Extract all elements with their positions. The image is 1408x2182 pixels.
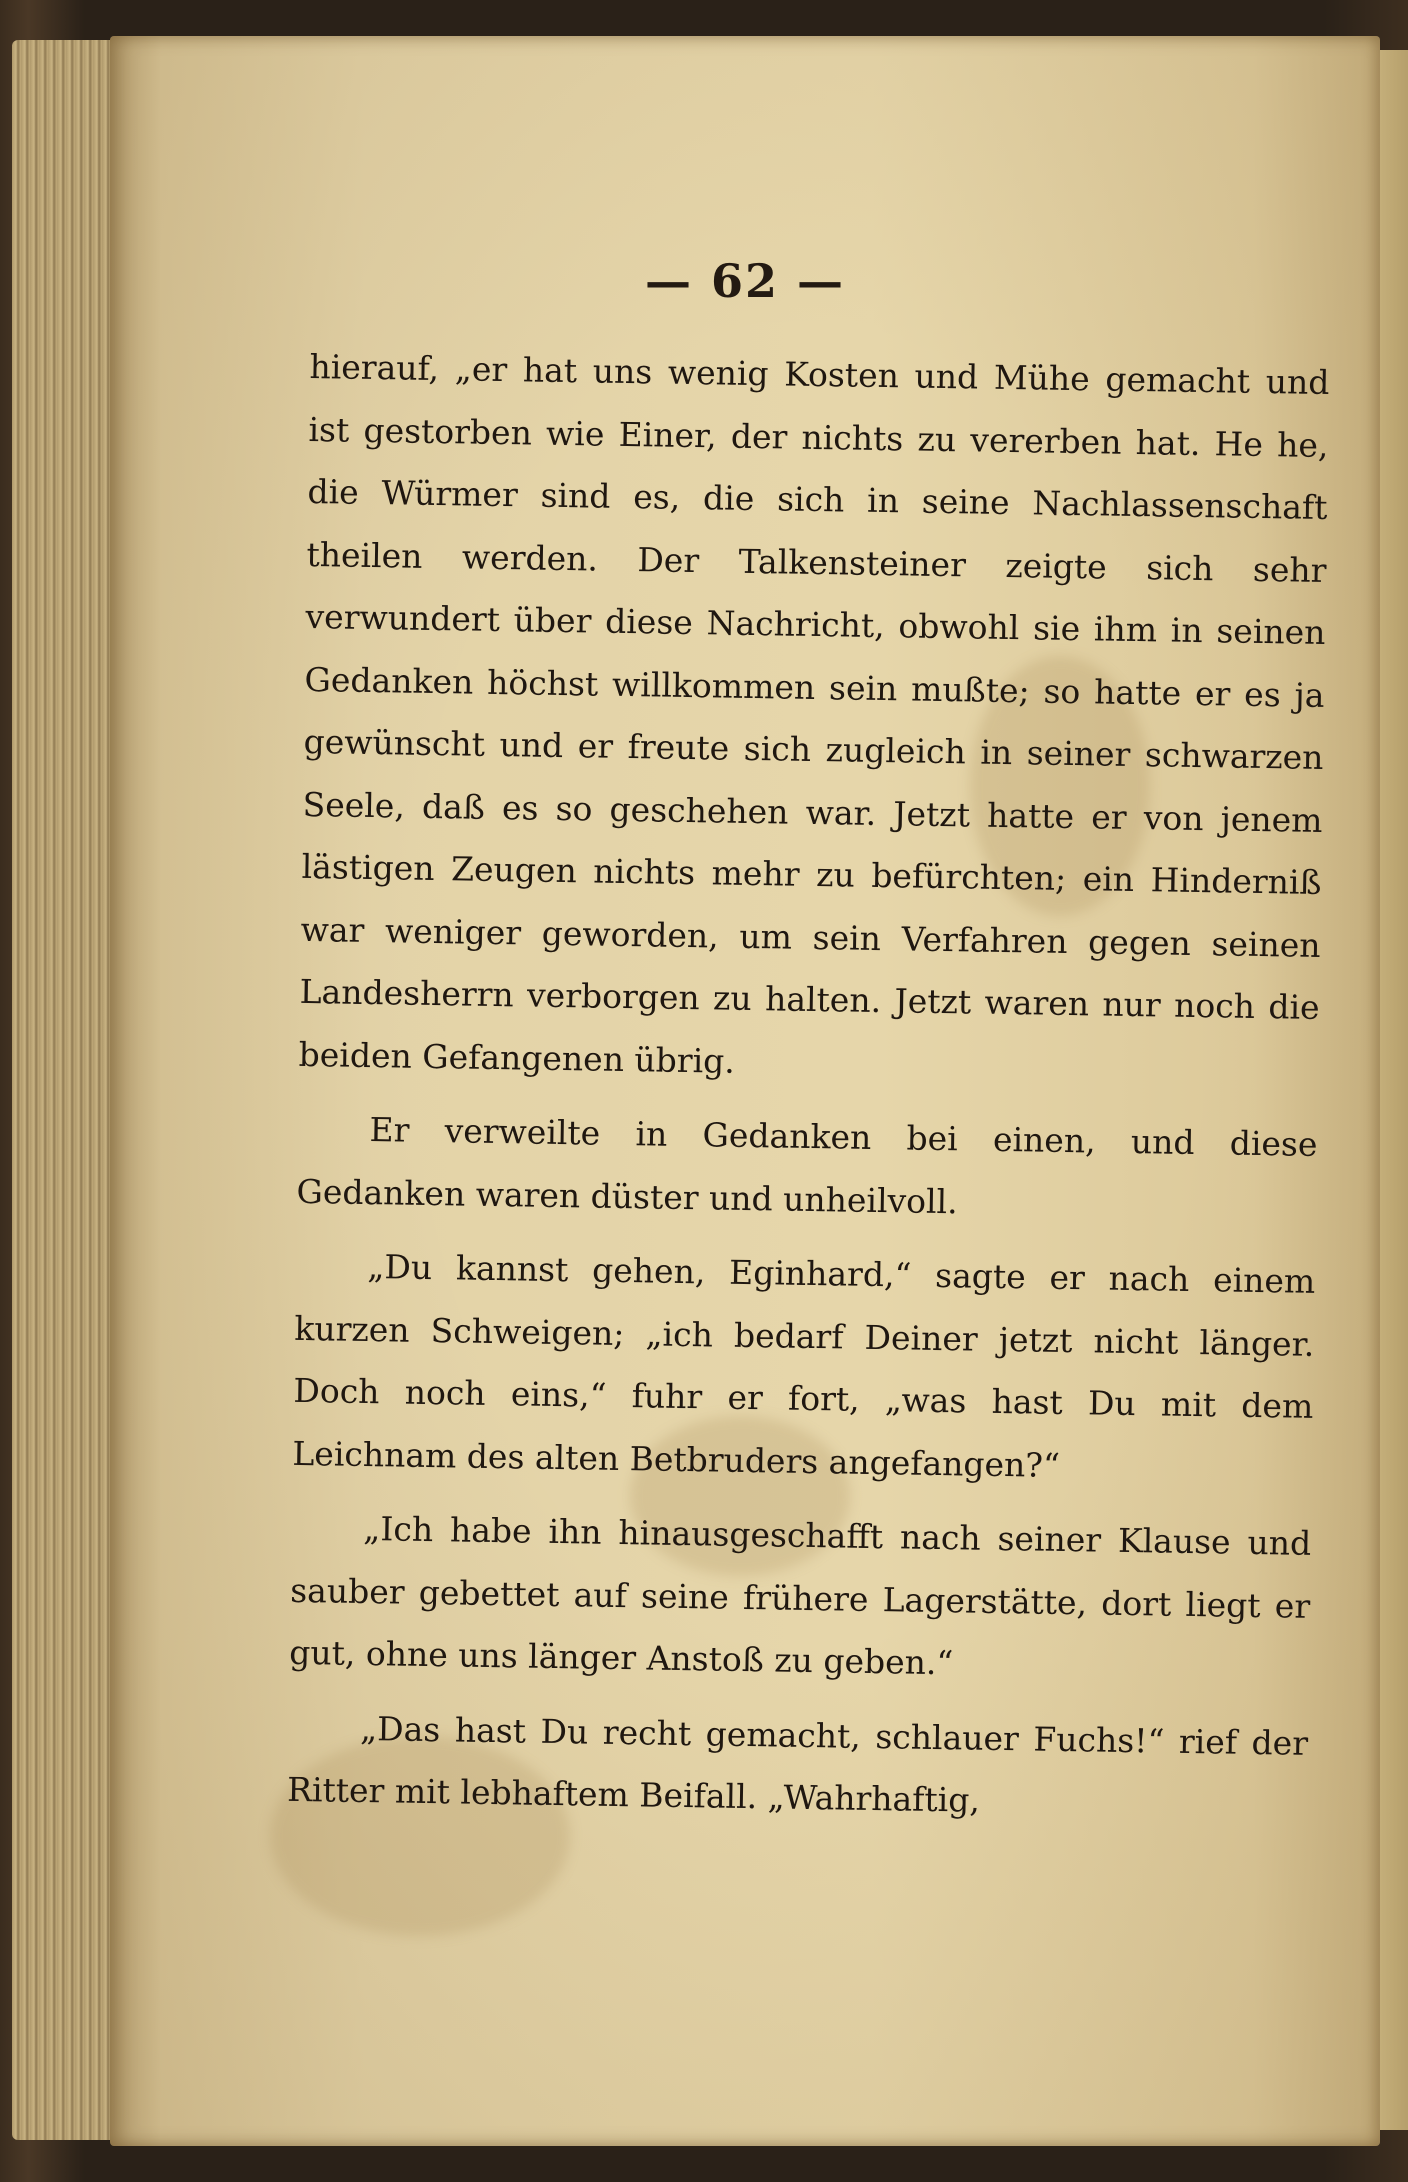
paragraph: Er verweilte in Gedanken bei einen, und diese Gedanken waren düster und unheilvoll. <box>296 1110 1318 1221</box>
paragraph: „Du kannst gehen, Eginhard,“ sagte er nach einem kurzen Schweigen; „ich bedarf Deiner jetzt nicht länger. Doch noch eins,“ fuhr er fort, „was hast Du mit dem Leichnam des alten Betbruders angefangen?“ <box>292 1247 1316 1485</box>
paragraph: „Das hast Du recht gemacht, schlauer Fuchs!“ rief der Ritter mit lebhaftem Beifall. „Wahrhaftig, <box>286 1708 1309 1820</box>
paragraph: hierauf, „er hat uns wenig Kosten und Mühe gemacht und ist gestorben wie Einer, der nichts zu vererben hat. He he, die Würmer sind es, die sich in seine Nachlassenschaft theilen werden. Der Talkensteiner zeigte sich sehr verwundert über diese Nachricht, obwohl sie ihm in seinen Gedanken höchst willkommen sein mußte; so hatte er es ja gewünscht und er freute sich zugleich in seiner schwarzen Seele, daß es so geschehen war. Jetzt hatte er von jenem lästigen Zeugen nichts mehr zu befürchten; ein Hinderniß war weniger geworden, um sein Verfahren gegen seinen Landesherrn verborgen zu halten. Jetzt waren nur noch die beiden Gefangenen übrig. <box>298 346 1330 1081</box>
paragraph: „Ich habe ihn hinausgeschafft nach seiner Klause und sauber gebettet auf seine frühere Lagerstätte, dort liegt er gut, ohne uns länger Anstoß zu geben.“ <box>289 1508 1312 1683</box>
page-number: — 62 — <box>644 254 846 308</box>
book-page <box>110 36 1380 2146</box>
body-text <box>287 336 1330 1837</box>
